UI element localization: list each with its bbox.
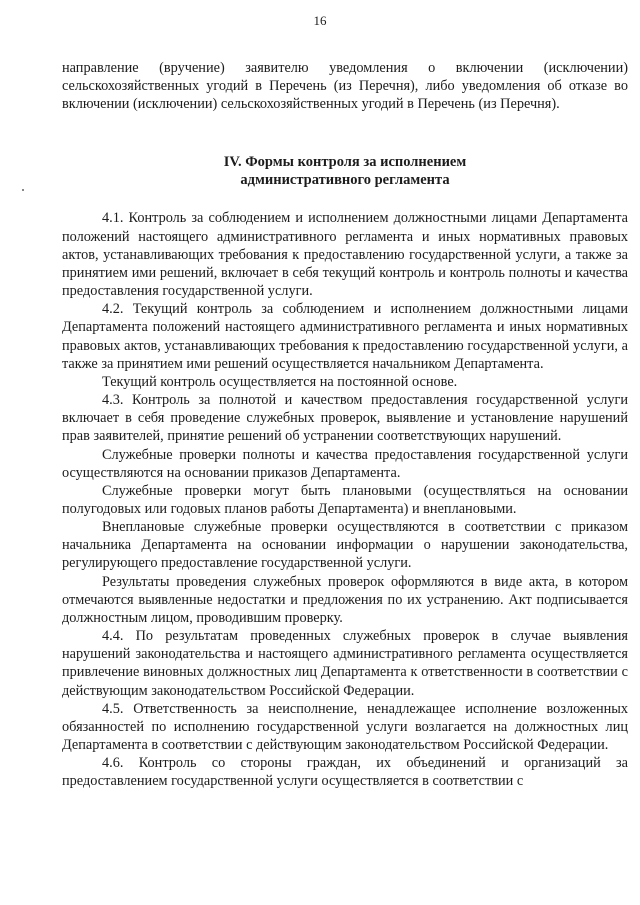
paragraph-4-1: 4.1. Контроль за соблюдением и исполнением должностными лицами Департамента положений настоящего административного регламента и иных нормативных правовых актов, устанавливающих требования к предоставлению государственной услуги, а также за принятием ими решений, включает в себя текущий контроль и контроль полноты и качества предоставления государственной услуги. (62, 210, 628, 300)
paragraph-check-results: Результаты проведения служебных проверок оформляются в виде акта, в котором отмечаются выявленные недостатки и предложения по их устранению. Акт подписывается должностным лицом, проводившим проверку. (62, 573, 628, 626)
document-body (62, 59, 628, 790)
paragraph-service-checks: Служебные проверки полноты и качества предоставления государственной услуги осуществляются на основании приказов Департамента. (62, 446, 628, 481)
section-heading-line-1: IV. Формы контроля за исполнением (223, 154, 467, 171)
paragraph-4-5: 4.5. Ответственность за неисполнение, ненадлежащее исполнение возложенных обязанностей по исполнению государственной услуги возлагается на должностных лиц Департамента в соответствии с действующим законодательством Российской Федерации. (62, 700, 628, 753)
paragraph-4-4: 4.4. По результатам проведенных служебных проверок в случае выявления нарушений законодательства и настоящего административного регламента осуществляется привлечение виновных должностных лиц Департамента к ответственности в соответствии с действующим законодательством Российской Федерации. (62, 628, 628, 699)
section-heading-line-2: административного регламента (240, 172, 450, 189)
paragraph-unplanned-checks: Внеплановые служебные проверки осуществляются в соответствии с приказом начальника Департамента на основании информации о нарушении законодательства, регулирующего предоставление государственной услуги. (62, 519, 628, 572)
paragraph-4-3: 4.3. Контроль за полнотой и качеством предоставления государственной услуги включает в себя проведение служебных проверок, выявление и установление нарушений прав заявителей, принятие решений об устранении соответствующих нарушений. (62, 392, 628, 445)
page-number: 16 (313, 13, 327, 28)
paragraph-4-2: 4.2. Текущий контроль за соблюдением и исполнением должностными лицами Департамента положений настоящего административного регламента и иных нормативных правовых актов, устанавливающих требования к предоставлению государственной услуги, а также за принятием ими решений осуществляется начальником Департамента. (62, 301, 628, 372)
paragraph-planned-checks: Служебные проверки могут быть плановыми (осуществляться на основании полугодовых или годовых планов работы Департамента) и внеплановыми. (62, 482, 628, 517)
intro-paragraph: направление (вручение) заявителю уведомления о включении (исключении) сельскохозяйственных угодий в Перечень (из Перечня), либо уведомления об отказе во включении (исключении) сельскохозяйственных угодий в Перечень (из Перечня). (62, 60, 628, 113)
section-heading (62, 153, 628, 189)
paragraph-current-control: Текущий контроль осуществляется на постоянной основе. (102, 373, 458, 390)
scan-speck (22, 189, 24, 191)
paragraph-4-6: 4.6. Контроль со стороны граждан, их объединений и организаций за предоставлением государственной услуги осуществляется в соответствии с (62, 755, 628, 790)
